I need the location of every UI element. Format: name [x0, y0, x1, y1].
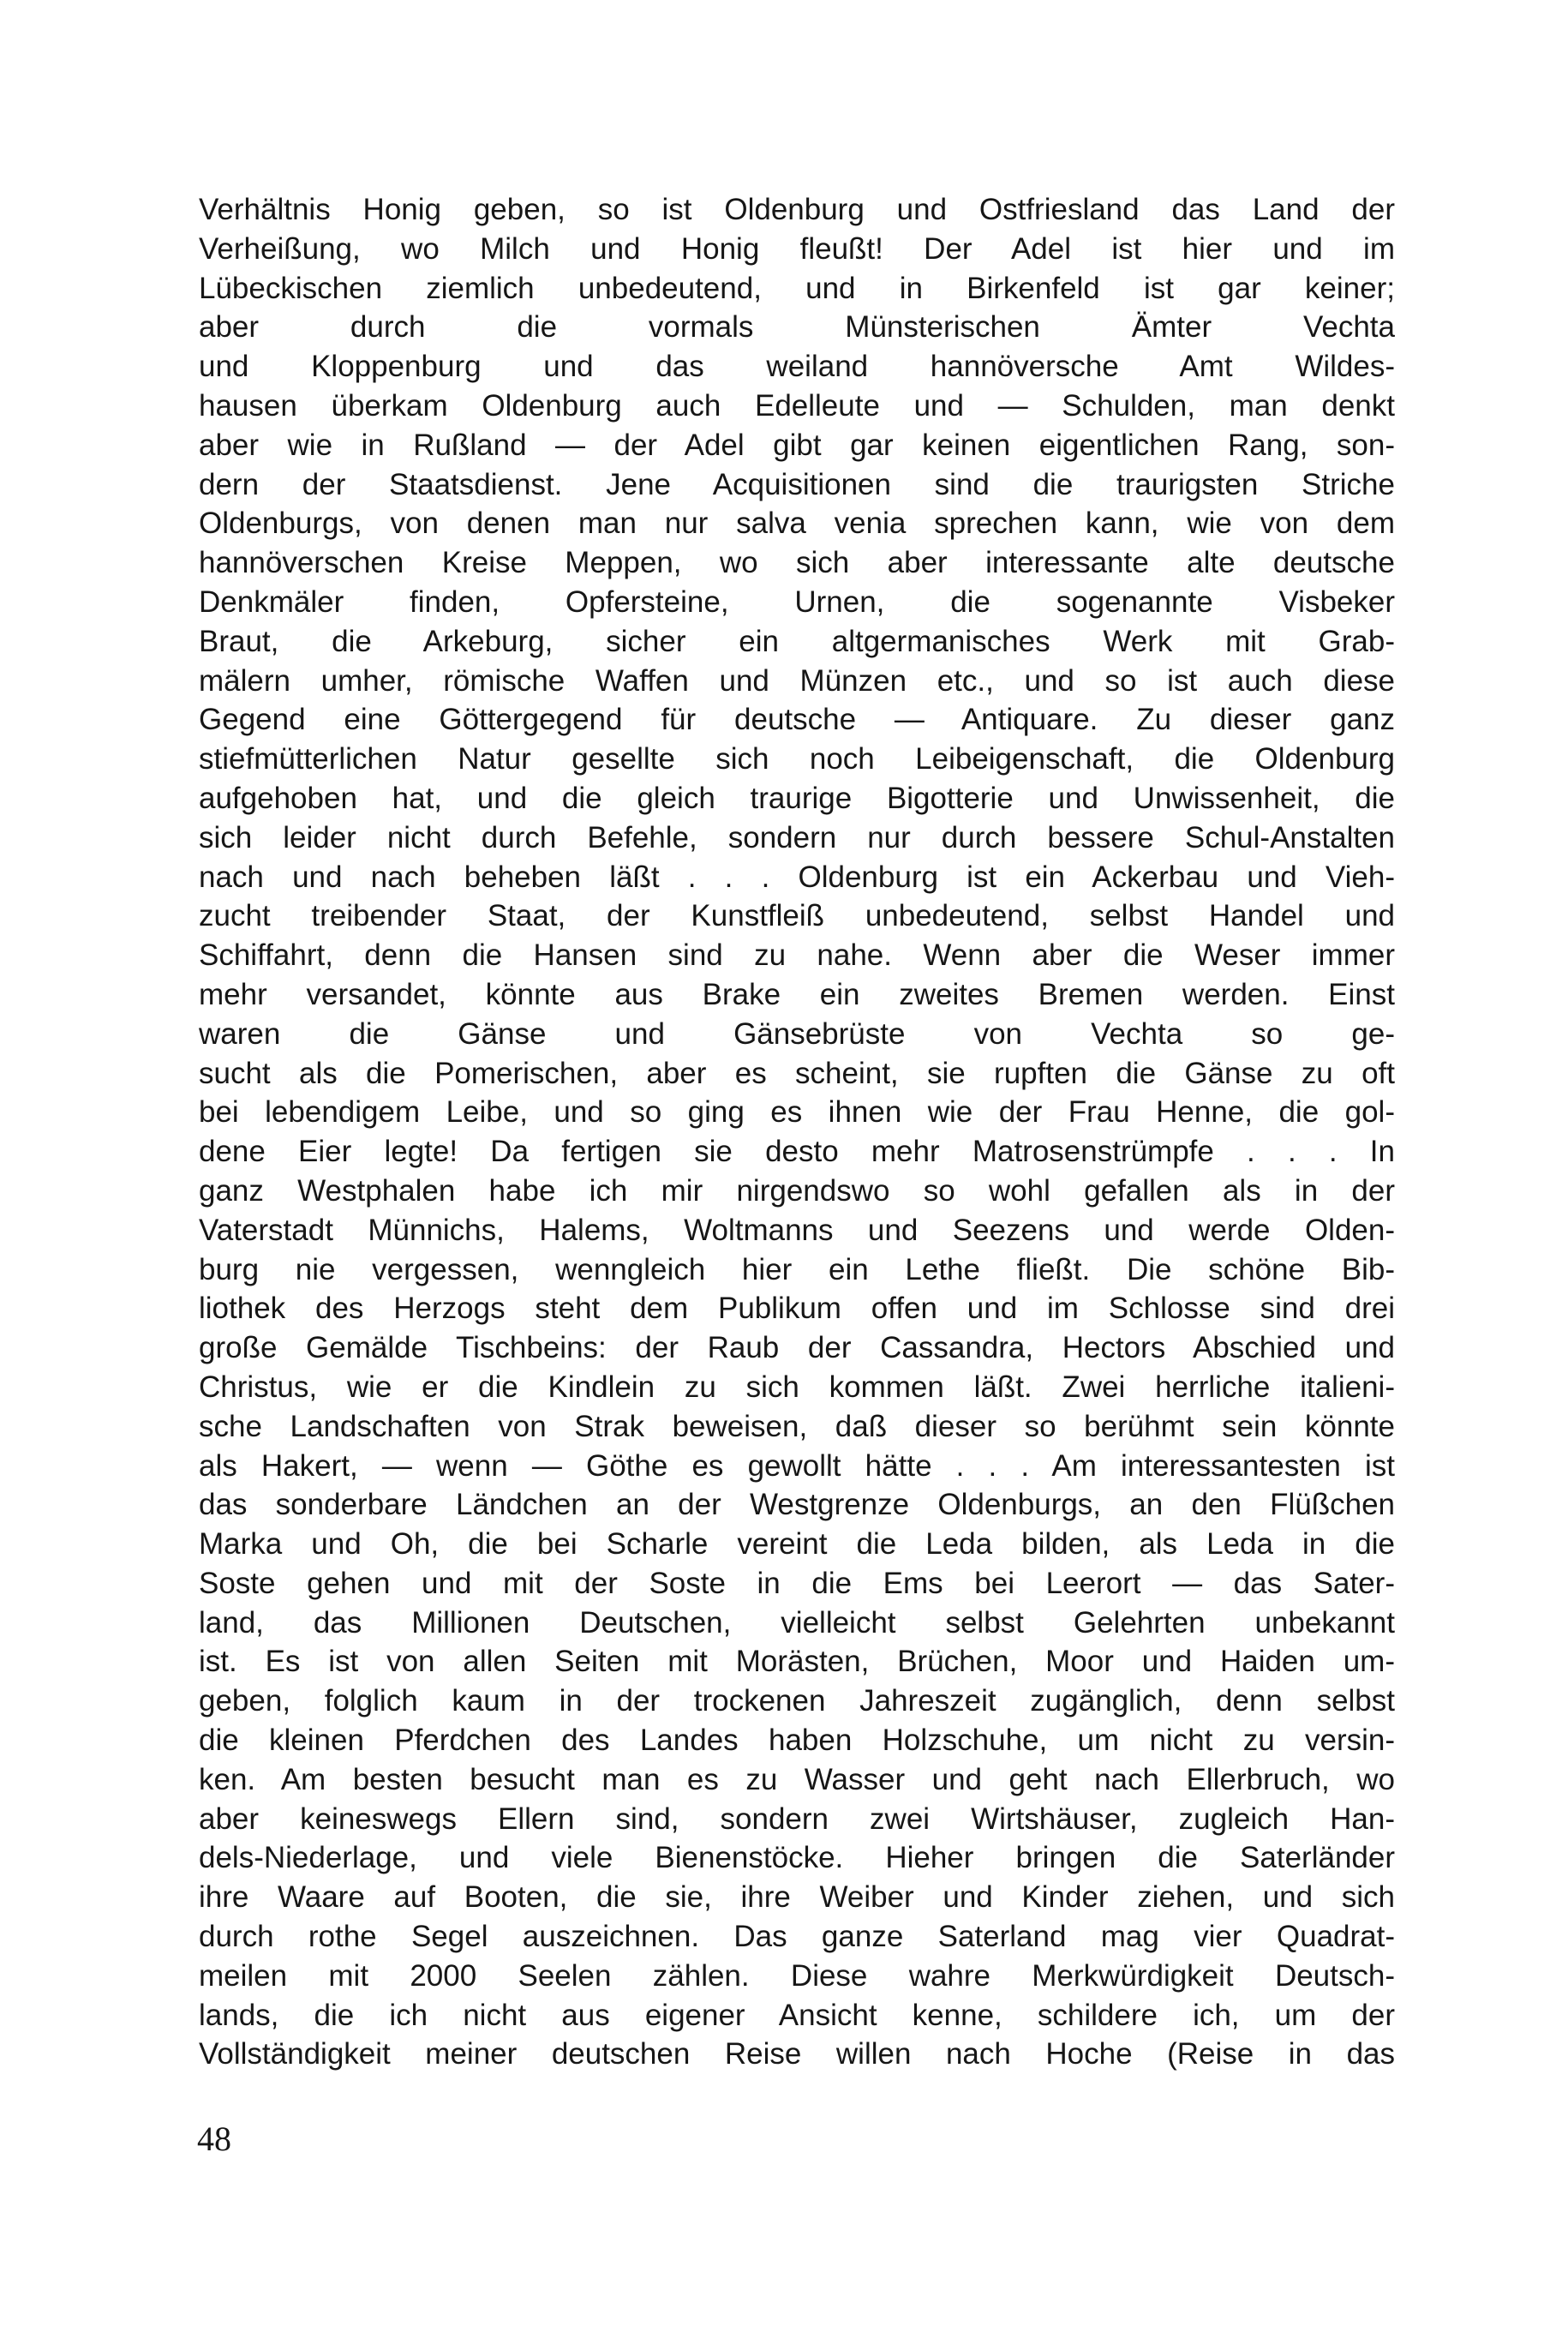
text-line: ganz Westphalen habe ich mir nirgendswo so wohl gefallen als in der	[199, 1173, 1395, 1208]
text-line: sucht als die Pomerischen, aber es scheint, sie rupften die Gänse zu oft	[199, 1056, 1395, 1090]
text-line: burg nie vergessen, wenngleich hier ein Lethe fließt. Die schöne Bib-	[199, 1252, 1395, 1286]
text-line: Oldenburgs, von denen man nur salva venia sprechen kann, wie von dem	[199, 507, 1395, 541]
text-line: Lübeckischen ziemlich unbedeutend, und in Birkenfeld ist gar keiner;	[199, 271, 1395, 305]
text-line: große Gemälde Tischbeins: der Raub der Cassandra, Hectors Abschied und	[199, 1331, 1395, 1365]
text-line: hannöverschen Kreise Meppen, wo sich aber interessante alte deutsche	[199, 546, 1395, 580]
text-line: hausen überkam Oldenburg auch Edelleute und — Schulden, man denkt	[199, 388, 1395, 423]
text-line: mehr versandet, könnte aus Brake ein zweites Bremen werden. Einst	[199, 977, 1395, 1011]
text-line: und Kloppenburg und das weiland hannöversche Amt Wildes-	[199, 350, 1395, 384]
text-line: Verhältnis Honig geben, so ist Oldenburg und Ostfriesland das Land der	[199, 193, 1395, 226]
text-line: Vollständigkeit meiner deutschen Reise willen nach Hoche (Reise in das	[199, 2037, 1395, 2071]
text-line: ken. Am besten besucht man es zu Wasser und geht nach Ellerbruch, wo	[199, 1762, 1395, 1796]
text-line: sche Landschaften von Strak beweisen, daß dieser so berühmt sein könnte	[199, 1409, 1395, 1443]
text-line: stiefmütterlichen Natur gesellte sich noch Leibeigenschaft, die Oldenburg	[199, 742, 1395, 776]
text-line: ihre Waare auf Booten, die sie, ihre Weiber und Kinder ziehen, und sich	[199, 1880, 1395, 1915]
text-line: als Hakert, — wenn — Göthe es gewollt hätte . . . Am interessantesten ist	[199, 1448, 1395, 1483]
text-line: meilen mit 2000 Seelen zählen. Diese wahre Merkwürdigkeit Deutsch-	[199, 1958, 1395, 1993]
text-line: land, das Millionen Deutschen, vielleicht selbst Gelehrten unbekannt	[199, 1605, 1395, 1640]
text-line: aber keineswegs Ellern sind, sondern zwei Wirtshäuser, zugleich Han-	[199, 1801, 1395, 1836]
text-line: aufgehoben hat, und die gleich traurige Bigotterie und Unwissenheit, die	[199, 781, 1395, 815]
text-line: mälern umher, römische Waffen und Münzen etc., und so ist auch diese	[199, 663, 1395, 698]
text-line: bei lebendigem Leibe, und so ging es ihnen wie der Frau Henne, die gol-	[199, 1095, 1395, 1130]
text-line: waren die Gänse und Gänsebrüste von Vechta so ge-	[199, 1016, 1395, 1051]
text-line: sich leider nicht durch Befehle, sondern nur durch bessere Schul-Anstalten	[199, 820, 1395, 854]
body-text	[199, 190, 1395, 2074]
text-line: Gegend eine Göttergegend für deutsche — Antiquare. Zu dieser ganz	[199, 703, 1395, 737]
text-line: ist. Es ist von allen Seiten mit Morästen, Brüchen, Moor und Haiden um-	[199, 1645, 1395, 1679]
text-line: dene Eier legte! Da fertigen sie desto mehr Matrosenstrümpfe . . . In	[199, 1135, 1395, 1169]
text-line: durch rothe Segel auszeichnen. Das ganze Saterland mag vier Quadrat-	[199, 1920, 1395, 1954]
text-line: geben, folglich kaum in der trockenen Jahreszeit zugänglich, denn selbst	[199, 1684, 1395, 1718]
text-line: Soste gehen und mit der Soste in die Ems bei Leerort — das Sater-	[199, 1566, 1395, 1600]
text-line: liothek des Herzogs steht dem Publikum offen und im Schlosse sind drei	[199, 1292, 1395, 1326]
text-line: Braut, die Arkeburg, sicher ein altgermanisches Werk mit Grab-	[199, 624, 1395, 658]
text-line: aber durch die vormals Münsterischen Ämter Vechta	[199, 310, 1395, 345]
text-line: die kleinen Pferdchen des Landes haben Holzschuhe, um nicht zu versin-	[199, 1724, 1395, 1758]
text-line: das sonderbare Ländchen an der Westgrenze Oldenburgs, an den Flüßchen	[199, 1488, 1395, 1522]
text-line: aber wie in Rußland — der Adel gibt gar keinen eigentlichen Rang, son-	[199, 428, 1395, 462]
text-line: Schiffahrt, denn die Hansen sind zu nahe. Wenn aber die Weser immer	[199, 938, 1395, 973]
page-number: 48	[197, 2119, 231, 2158]
text-line: dels-Niederlage, und viele Bienenstöcke. Hieher bringen die Saterländer	[199, 1841, 1395, 1875]
text-line: Marka und Oh, die bei Scharle vereint die Leda bilden, als Leda in die	[199, 1527, 1395, 1562]
text-line: dern der Staatsdienst. Jene Acquisitionen sind die traurigsten Striche	[199, 467, 1395, 501]
text-line: Denkmäler finden, Opfersteine, Urnen, die sogenannte Visbeker	[199, 584, 1395, 619]
text-line: nach und nach beheben läßt . . . Oldenburg ist ein Ackerbau und Vieh-	[199, 860, 1395, 894]
text-line: Vaterstadt Münnichs, Halems, Woltmanns und Seezens und werde Olden-	[199, 1213, 1395, 1247]
text-line: lands, die ich nicht aus eigener Ansicht kenne, schildere ich, um der	[199, 1998, 1395, 2032]
text-line: Verheißung, wo Milch und Honig fleußt! Der Adel ist hier und im	[199, 231, 1395, 266]
text-line: Christus, wie er die Kindlein zu sich kommen läßt. Zwei herrliche italieni-	[199, 1370, 1395, 1404]
text-line: zucht treibender Staat, der Kunstfleiß unbedeutend, selbst Handel und	[199, 899, 1395, 933]
